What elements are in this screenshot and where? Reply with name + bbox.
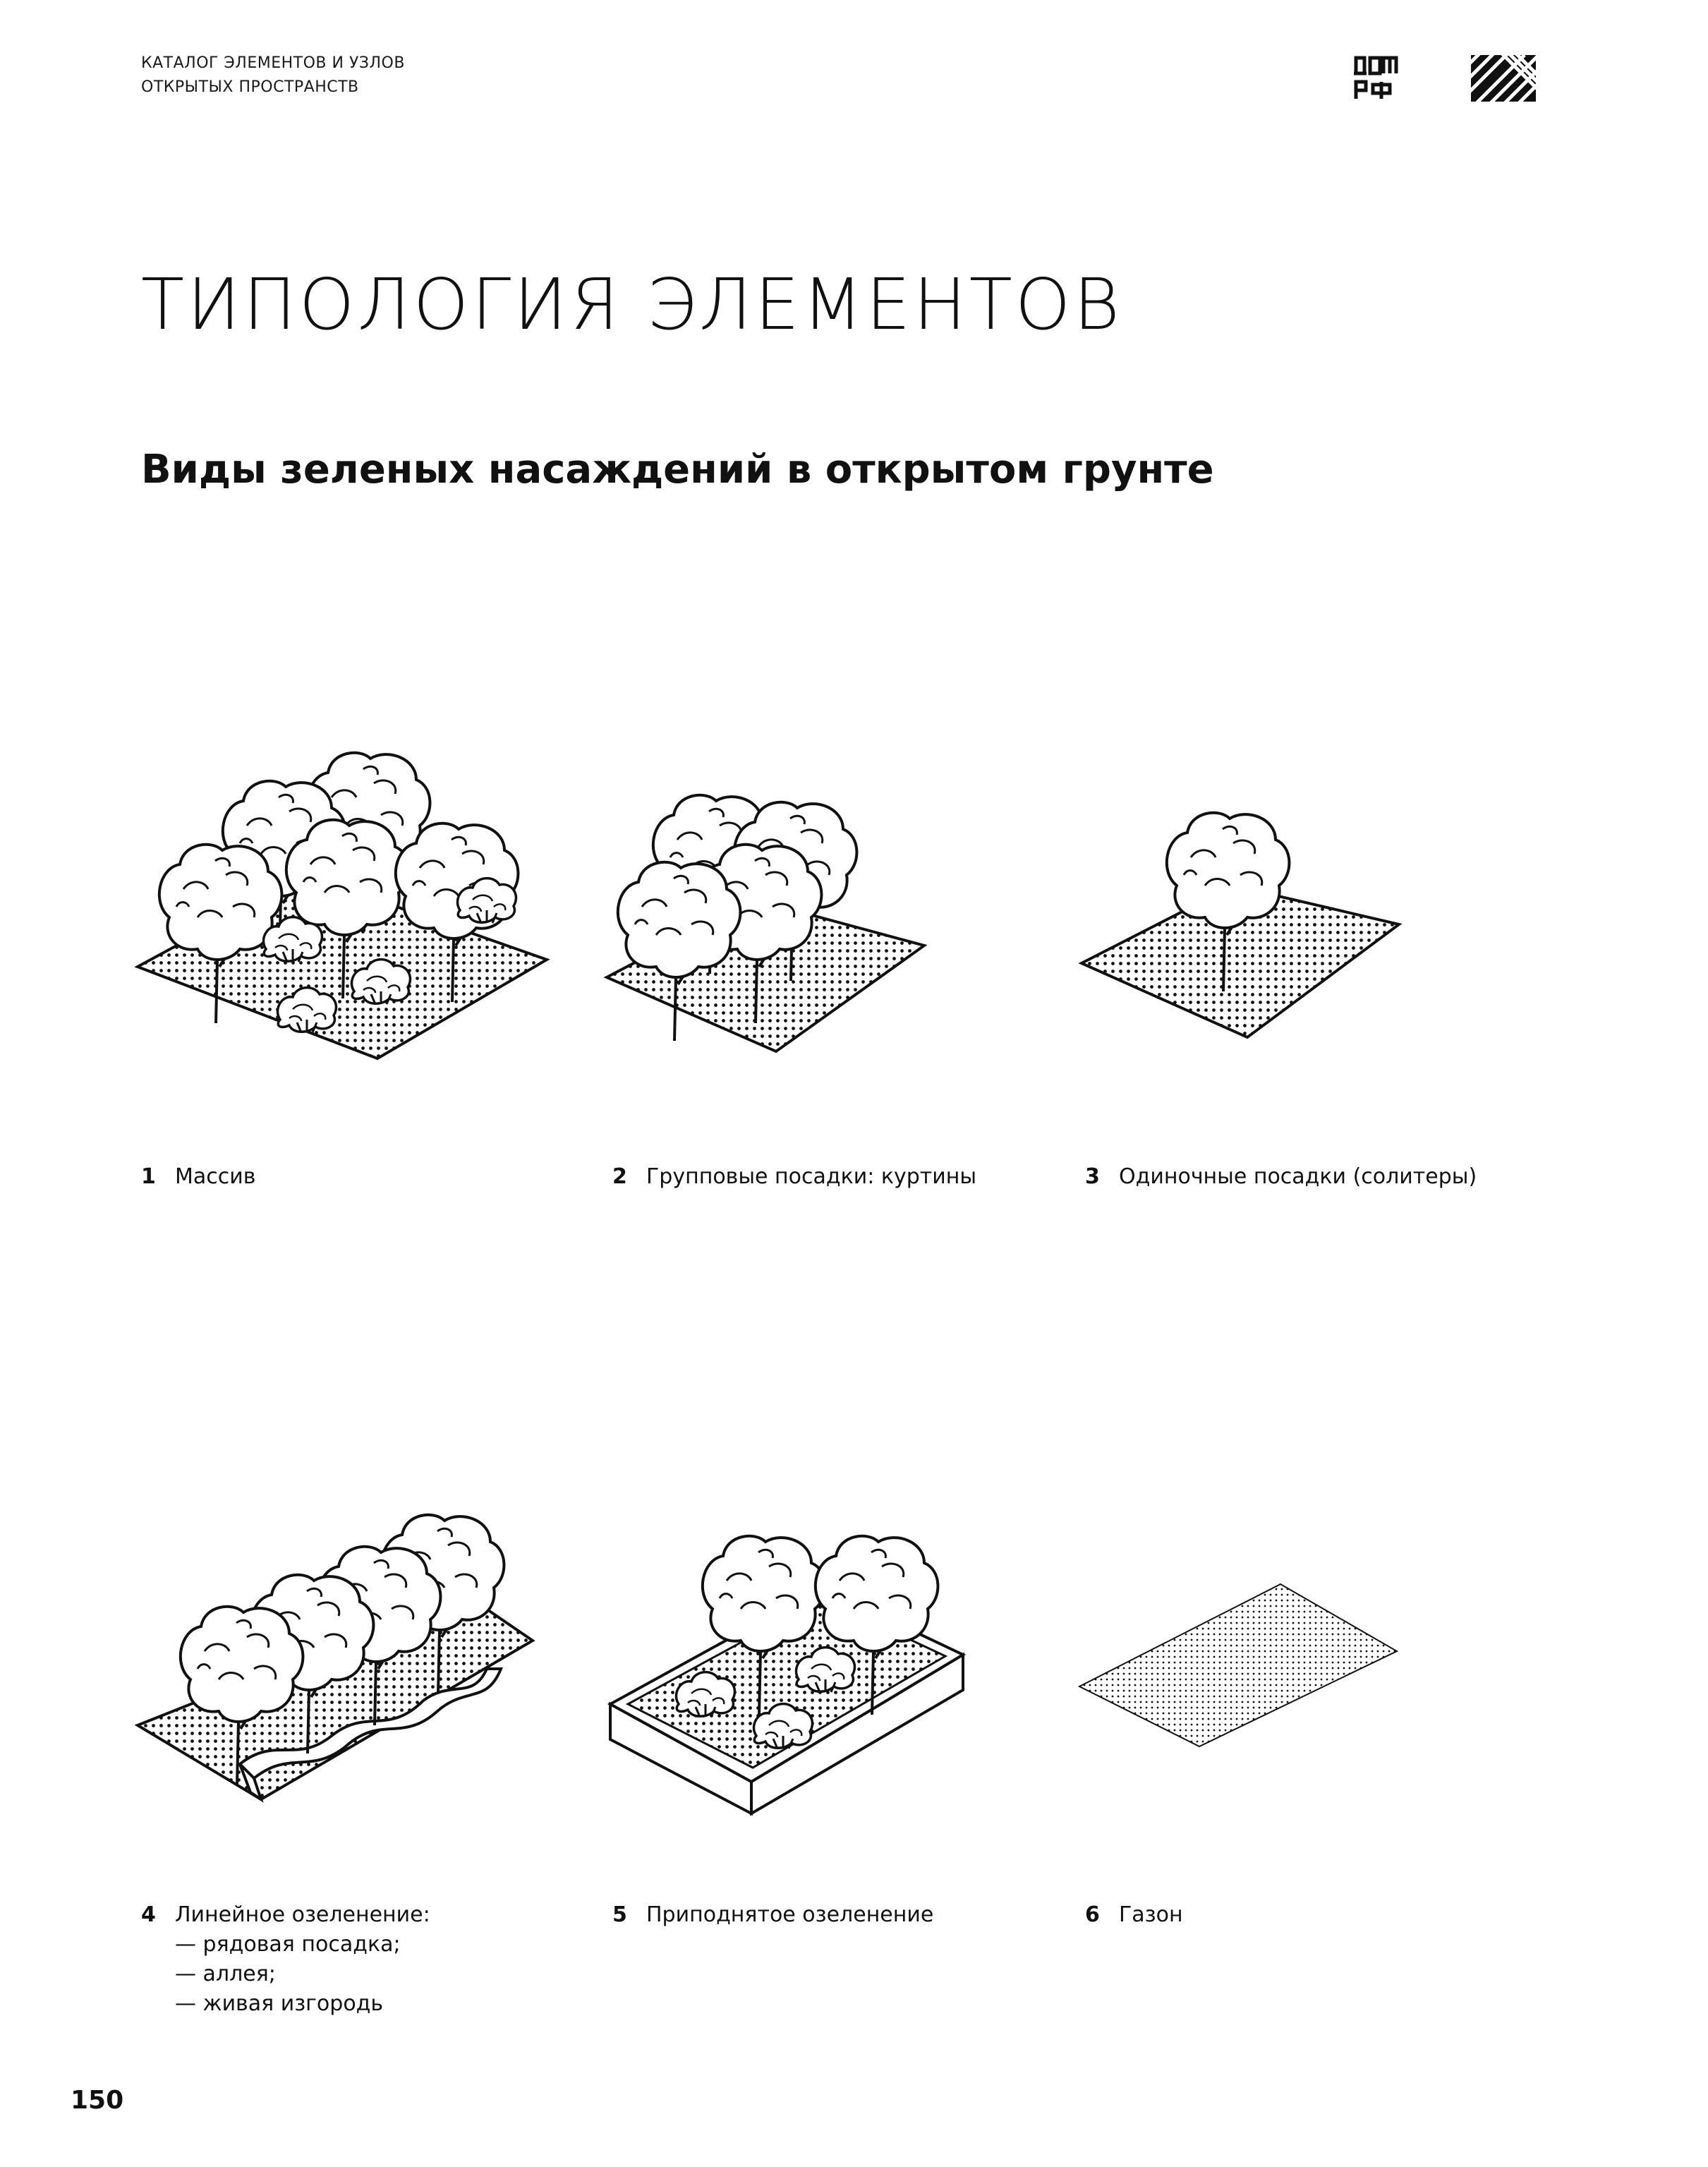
caption-sub-item: — рядовая посадка; [175, 1932, 401, 1957]
dom-rf-logo [1353, 55, 1398, 102]
page-title: ТИПОЛОГИЯ ЭЛЕМЕНТОВ [141, 263, 1122, 346]
caption-number: 1 [141, 1164, 156, 1189]
caption-label: Приподнятое озеленение [646, 1902, 934, 1927]
illustration-raised [607, 1510, 974, 1842]
catalog-title-line1: КАТАЛОГ ЭЛЕМЕНТОВ И УЗЛОВ [141, 54, 405, 72]
caption-label: Массив [175, 1164, 256, 1189]
caption-label: Одиночные посадки (солитеры) [1119, 1164, 1477, 1189]
caption-number: 5 [612, 1902, 627, 1927]
caption-number: 2 [612, 1164, 627, 1189]
illustration-groups [603, 776, 942, 1073]
illustration-lawn [1076, 1581, 1400, 1750]
catalog-title-line2: ОТКРЫТЫХ ПРОСТРАНСТВ [141, 78, 359, 96]
caption-number: 4 [141, 1902, 156, 1927]
lawn-plot [1079, 1584, 1397, 1746]
caption-label: Газон [1119, 1902, 1183, 1927]
illustration-massiv [134, 734, 557, 1087]
caption-label: Групповые посадки: куртины [646, 1164, 977, 1189]
caption-number: 3 [1085, 1164, 1100, 1189]
caption-sub-item: — живая изгородь [175, 1991, 384, 2016]
caption-sub-item: — аллея; [175, 1962, 276, 1986]
page-number: 150 [71, 2086, 124, 2115]
caption-number: 6 [1085, 1902, 1100, 1927]
pattern-logo [1471, 55, 1536, 102]
illustration-linear [134, 1489, 543, 1828]
illustration-solitary [1078, 804, 1403, 1044]
caption-label: Линейное озеленение: [175, 1902, 430, 1927]
section-title: Виды зеленых насаждений в открытом грунте [141, 447, 1214, 493]
